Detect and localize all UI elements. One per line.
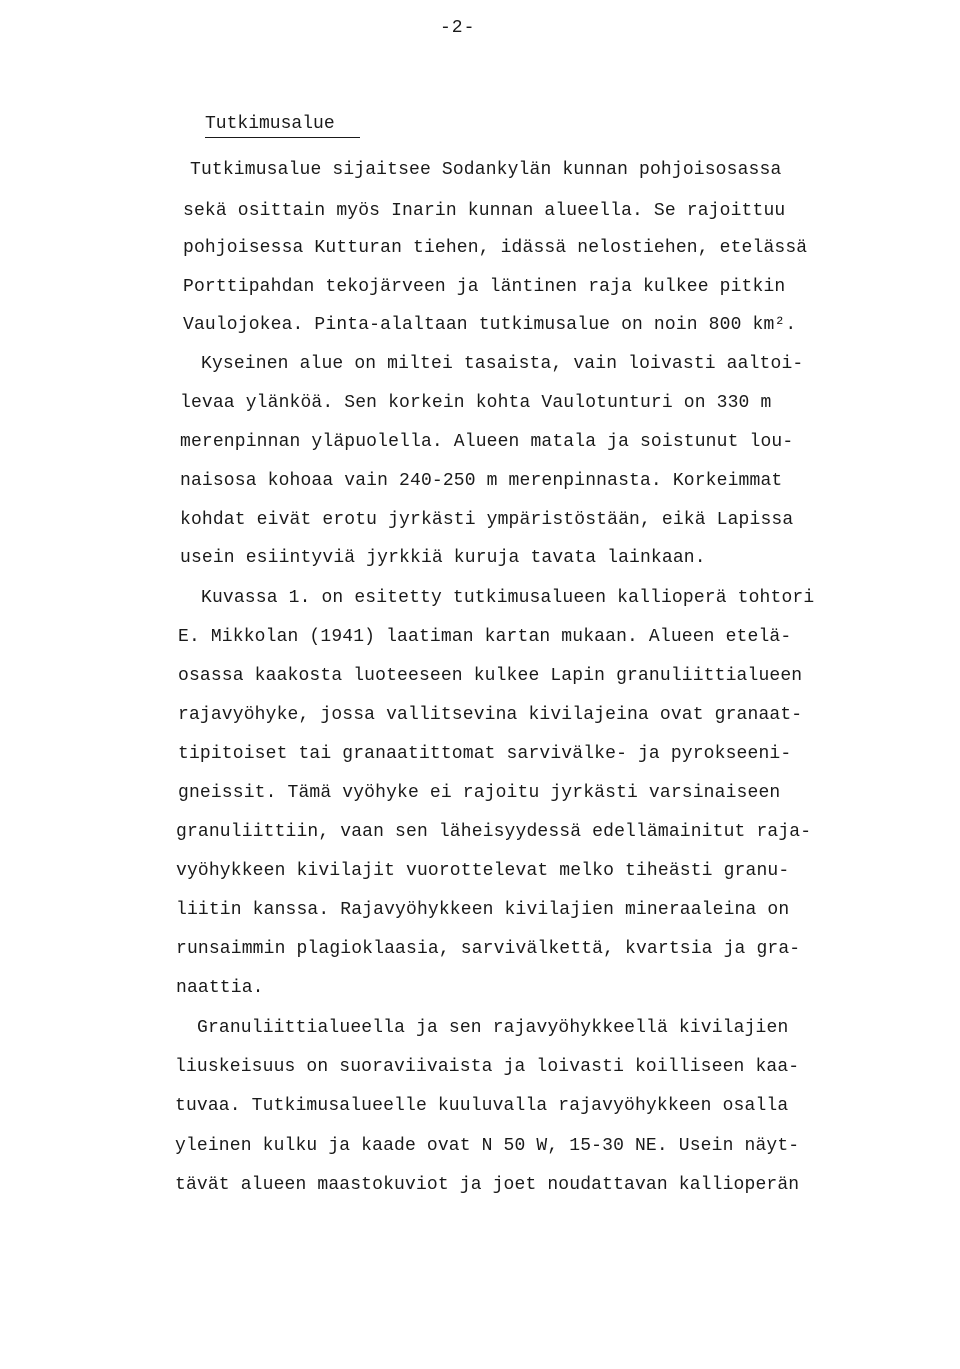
body-line: runsaimmin plagioklaasia, sarvivälkettä, kvartsia ja gra- <box>176 939 801 959</box>
body-line: gneissit. Tämä vyöhyke ei rajoitu jyrkästi varsinaiseen <box>178 783 781 803</box>
body-line: vyöhykkeen kivilajit vuorottelevat melko tiheästi granu- <box>176 861 790 881</box>
body-line: kohdat eivät erotu jyrkästi ympäristöstään, eikä Lapissa <box>180 510 794 530</box>
body-line: Vaulojokea. Pinta-alaltaan tutkimusalue on noin 800 km². <box>183 315 797 335</box>
body-line: tipitoiset tai granaatittomat sarvivälke- ja pyrokseeni- <box>178 744 792 764</box>
body-line: usein esiintyviä jyrkkiä kuruja tavata lainkaan. <box>180 548 706 568</box>
body-line: merenpinnan yläpuolella. Alueen matala ja soistunut lou- <box>180 432 794 452</box>
body-line: liitin kanssa. Rajavyöhykkeen kivilajien mineraaleina on <box>176 900 790 920</box>
body-line: granuliittiin, vaan sen läheisyydessä edellämainitut raja- <box>176 822 812 842</box>
body-line: naattia. <box>176 978 264 998</box>
section-heading: Tutkimusalue <box>205 114 360 138</box>
body-line: yleinen kulku ja kaade ovat N 50 W, 15-30 NE. Usein näyt- <box>175 1136 800 1156</box>
body-line: tuvaa. Tutkimusalueelle kuuluvalla rajavyöhykkeen osalla <box>175 1096 789 1116</box>
body-line: tävät alueen maastokuviot ja joet noudattavan kallioperän <box>175 1175 800 1195</box>
body-line: osassa kaakosta luoteeseen kulkee Lapin granuliittialueen <box>178 666 803 686</box>
body-line: Kyseinen alue on miltei tasaista, vain loivasti aaltoi- <box>201 354 804 374</box>
body-line: pohjoisessa Kutturan tiehen, idässä nelostiehen, etelässä <box>183 238 808 258</box>
body-line: Porttipahdan tekojärveen ja läntinen raja kulkee pitkin <box>183 277 786 297</box>
body-line: rajavyöhyke, jossa vallitsevina kivilajeina ovat granaat- <box>178 705 803 725</box>
body-line: naisosa kohoaa vain 240-250 m merenpinnasta. Korkeimmat <box>180 471 783 491</box>
body-line: Kuvassa 1. on esitetty tutkimusalueen kallioperä tohtori <box>201 588 815 608</box>
body-line: levaa ylänköä. Sen korkein kohta Vaulotunturi on 330 m <box>180 393 772 413</box>
body-line: Granuliittialueella ja sen rajavyöhykkeellä kivilajien <box>197 1018 789 1038</box>
page-number: -2- <box>440 18 476 38</box>
body-line: Tutkimusalue sijaitsee Sodankylän kunnan pohjoisosassa <box>190 160 782 180</box>
body-line: sekä osittain myös Inarin kunnan alueella. Se rajoittuu <box>183 201 786 221</box>
body-line: liuskeisuus on suoraviivaista ja loivasti koilliseen kaa- <box>175 1057 800 1077</box>
body-line: E. Mikkolan (1941) laatiman kartan mukaan. Alueen etelä- <box>178 627 792 647</box>
